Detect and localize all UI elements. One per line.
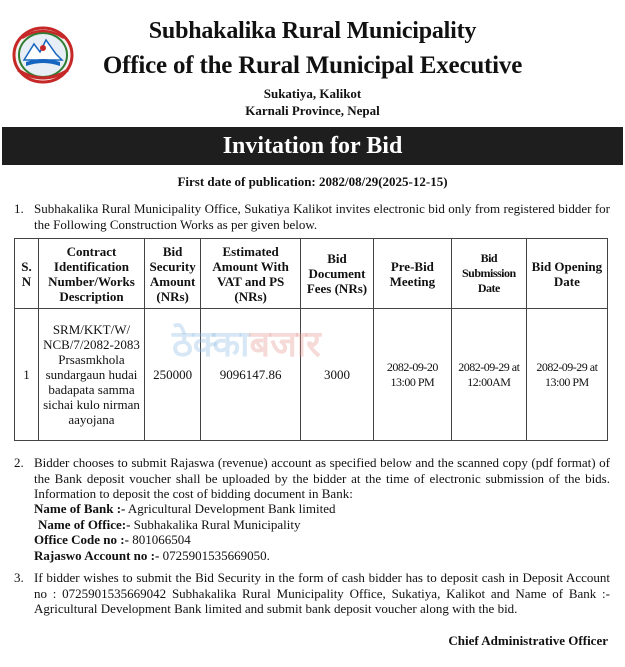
address-line-2: Karnali Province, Nepal [245, 103, 380, 118]
paragraph-1 [14, 201, 610, 232]
office-name-label: Name of Office:- [38, 517, 131, 532]
watermark-part-2: बजार [249, 324, 321, 365]
bank-name-line [34, 501, 335, 517]
header-prebid: Pre-Bid Meeting [373, 239, 451, 309]
office-name-line [38, 517, 300, 533]
header-contract: Contract Identification Number/Works Description [38, 239, 144, 309]
account-line [34, 548, 270, 564]
cell-contract: SRM/KKT/W/ NCB/7/2082-2083 Prsasmkhola sundargaun hudai badapata samma sichai kulo nirman aayojana [38, 309, 144, 441]
bank-name-value: Agricultural Development Bank limited [125, 501, 336, 516]
paragraph-2-number: 2. [14, 455, 24, 470]
office-name-value: Subhakalika Rural Municipality [130, 517, 301, 532]
office-code-value: 801066504 [128, 532, 191, 547]
notice-title-banner: Invitation for Bid [2, 127, 623, 165]
header-fees: Bid Document Fees (NRs) [301, 239, 374, 309]
paragraph-3-number: 3. [14, 570, 24, 585]
bid-table [14, 238, 608, 441]
paragraph-2 [14, 455, 610, 502]
cell-opening: 2082-09-29 at 13:00 PM [526, 309, 607, 441]
header-submission: Bid Submission Date [451, 239, 526, 309]
document-header [0, 0, 625, 124]
publication-date: First date of publication: 2082/08/29(2025-12-15) [177, 174, 448, 189]
cell-sn: 1 [15, 309, 39, 441]
cell-estimated: 9096147.86 [201, 309, 301, 441]
cell-security: 250000 [145, 309, 201, 441]
watermark-part-1: ठेक्का [172, 324, 250, 365]
cell-fees: 3000 [301, 309, 374, 441]
office-code-label: Office Code no :- [34, 532, 129, 547]
cell-prebid: 2082-09-20 13:00 PM [373, 309, 451, 441]
account-value: 0725901535669050. [159, 548, 270, 563]
paragraph-2-text: Bidder chooses to submit Rajaswa (revenue) account as specified below and the scanned copy (pdf format) of the Bank deposit voucher shall be uploaded by the bidder at the time of electronic submission of the bids. Information to deposit the cost of bidding document in Bank: [34, 455, 610, 501]
cell-submission: 2082-09-29 at 12:00AM [451, 309, 526, 441]
paragraph-3 [14, 570, 610, 617]
header-sn: S. N [15, 239, 39, 309]
header-security: Bid Security Amount (NRs) [145, 239, 201, 309]
account-label: Rajaswo Account no :- [34, 548, 160, 563]
header-opening: Bid Opening Date [526, 239, 607, 309]
office-name: Office of the Rural Municipal Executive [102, 52, 523, 79]
paragraph-1-text: Subhakalika Rural Municipality Office, Sukatiya Kalikot invites electronic bid only from registered bidder for the Following Construction Works as per given below. [34, 201, 610, 232]
bank-name-label: Name of Bank :- [34, 501, 126, 516]
paragraph-3-text: If bidder wishes to submit the Bid Security in the form of cash bidder has to deposit cash in Deposit Account no : 0725901535669042 Subhakalika Rural Municipality Office, Sukatiya, Kalikot and Name of Bank :- Agricultural Development Bank limited and submit bank deposit voucher along with the bid. [34, 570, 610, 616]
address-line-1: Sukatiya, Kalikot [263, 86, 362, 101]
office-code-line [34, 532, 191, 548]
paragraph-1-number: 1. [14, 201, 24, 216]
municipality-name: Subhakalika Rural Municipality [148, 18, 477, 44]
table-row [15, 309, 608, 441]
table-header-row [15, 239, 608, 309]
header-estimated: Estimated Amount With VAT and PS (NRs) [201, 239, 301, 309]
signoff: Chief Administrative Officer [448, 633, 608, 648]
